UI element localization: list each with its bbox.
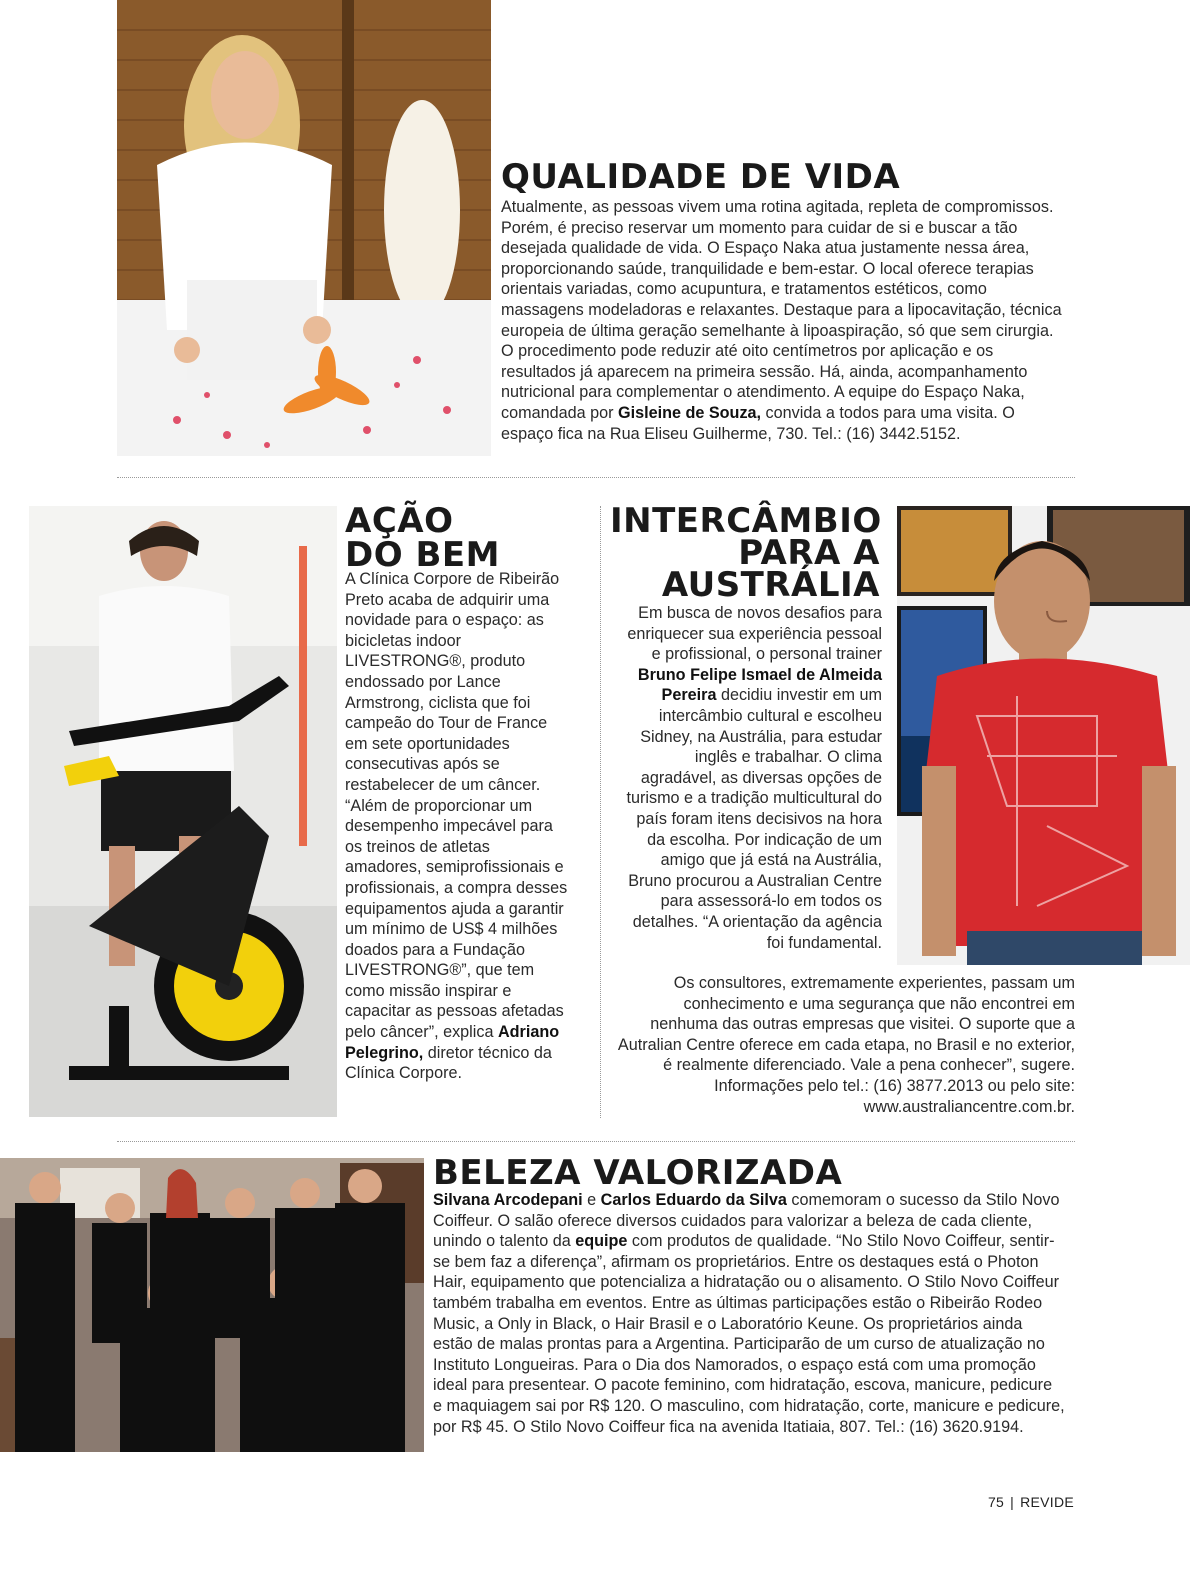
acao-text-1: A Clínica Corpore de Ribeirão Preto acaba de adquirir uma novidade para o espaço: as bicicletas indoor LIVESTRONG®, produto endossado por Lance Armstrong, ciclista que foi campeão do Tour de France em sete oportunidades consecutivas após se restabelecer de um câncer. “Além de proporcionar um desempenho impecável para os treinos de atletas amadores, semiprofissionais e profissionais, a compra desses equipamentos ajuda a garantir um mínimo de US$ 4 milhões doados para a Fundação LIVESTRONG®”, que tem como missão inspirar e capacitar as pessoas afetadas pelo câncer”, explica — [345, 570, 568, 1042]
beleza-bold-owner-1: Silvana Arcodepani — [433, 1191, 583, 1209]
footer-separator: | — [1010, 1494, 1015, 1510]
acao-title-line-1: AÇÃO — [345, 501, 454, 541]
intercambio-bold-name: Bruno Felipe Ismael de Almeida Pereira — [637, 665, 882, 705]
acao-text-2: diretor técnico da Clínica Corpore. — [345, 1043, 552, 1083]
qualidade-bold-name: Gisleine de Souza, — [618, 403, 762, 422]
salon-team-photo — [0, 1158, 424, 1452]
intercambio-body-1 — [620, 603, 882, 953]
beleza-bold-equipe: equipe — [575, 1232, 628, 1251]
page-number: 75 — [987, 1494, 1005, 1510]
acao-body — [345, 569, 570, 1084]
intercambio-body-2: Os consultores, extremamente experientes, passam um conhecimento e uma segurança que não encontrei em nenhuma das outras empresas que visitei. O suporte que a Autralian Centre oferece em cada etapa, no Brasil e no exterior, é realmente diferenciado. Vale a pena conhecer”, sugere. Informações pelo tel.: (16) 3877.2013 ou pelo site: www.australiancentre.com.br. — [617, 974, 1075, 1116]
beleza-text-1: comemoram o sucesso da Stilo Novo Coiffeur. O salão oferece diversos cuidados para valorizar a beleza de cada cliente, unindo o talento da — [433, 1191, 1060, 1251]
trainer-photo — [897, 506, 1190, 965]
qualidade-title: QUALIDADE DE VIDA — [501, 157, 901, 197]
beleza-body — [433, 1190, 1065, 1437]
beleza-text-2: com produtos de qualidade. “No Stilo Novo Coiffeur, sentir-se bem faz a diferença”, afirmam os proprietários. Entre os destaques está o Photon Hair, equipamento que potencializa a hidratação ou o alisamento. O Stilo Novo Coiffeur também trabalha em eventos. Entre as últimas participações estão o Ribeirão Rodeo Music, a Only in Black, o Hair Brasil e o Laboratório Keune. Os proprietários ainda estão de malas prontas para a Argentina. Participarão de um curso de atualização no Instituto Longueiras. Para o Dia dos Namorados, o espaço está com uma promoção ideal para presentear. O pacote feminino, com hidratação, escova, manicure, pedicure e maquiagem sai por R$ 120. O masculino, com hidratação, corte, manicure e pedicure, por R$ 45. O Stilo Novo Coiffeur fica na avenida Itatiaia, 807. Tel.: (16) 3620.9194. — [433, 1232, 1065, 1436]
intercambio-text-1: Em busca de novos desafios para enriquecer sua experiência pessoal e profissional, o personal trainer — [627, 604, 882, 664]
acao-title-line-2: DO BEM — [345, 535, 500, 575]
beleza-text-and: e — [587, 1191, 597, 1209]
bike-photo — [29, 506, 337, 1117]
qualidade-body — [501, 197, 1063, 444]
beleza-title: BELEZA VALORIZADA — [433, 1153, 843, 1193]
intercambio-title-line-1: INTERCÂMBIO — [610, 501, 882, 541]
intercambio-title — [610, 501, 882, 605]
qualidade-text-2: convida a todos para uma visita. O espaço fica na Rua Eliseu Guilherme, 730. Tel.: (16) 3442.5152. — [501, 403, 1015, 443]
acao-bold-name: Adriano Pelegrino, — [345, 1023, 560, 1062]
divider-top — [117, 477, 1075, 478]
beleza-bold-owner-2: Carlos Eduardo da Silva — [600, 1191, 787, 1209]
intercambio-title-line-2: PARA A — [738, 533, 880, 573]
intercambio-text-2: decidiu investir em um intercâmbio cultural e escolheu Sidney, na Austrália, para estudar inglês e trabalhar. O clima agradável, as diversas opções de turismo e a tradição multicultural do país foram itens decisivos na hora da escolha. Por indicação de um amigo que já está na Austrália, Bruno procurou a Australian Centre para assessorá-lo em todos os detalhes. “A orientação da agência foi fundamental. — [626, 686, 882, 952]
spa-photo — [117, 0, 491, 456]
acao-title — [345, 501, 500, 575]
page-footer — [988, 1494, 1074, 1510]
divider-bottom — [117, 1141, 1075, 1142]
magazine-name: REVIDE — [1020, 1494, 1074, 1510]
intercambio-title-line-3: AUSTRÁLIA — [661, 565, 880, 605]
divider-vertical — [600, 506, 601, 1118]
qualidade-text-1: Atualmente, as pessoas vivem uma rotina agitada, repleta de compromissos. Porém, é preciso reservar um momento para cuidar de si e buscar a tão desejada qualidade de vida. O Espaço Naka atua justamente nessa área, proporcionando saúde, tranquilidade e bem-estar. O local oferece terapias orientais variadas, como acupuntura, e tratamentos estéticos, como massagens modeladoras e relaxantes. Destaque para a lipocavitação, técnica europeia de última geração semelhante à lipoaspiração, só que sem cirurgia. O procedimento pode reduzir até oito centímetros por aplicação e os resultados já aparecem na primeira sessão. Há, ainda, acompanhamento nutricional para complementar o atendimento. A equipe do Espaço Naka, comandada por — [501, 198, 1062, 422]
